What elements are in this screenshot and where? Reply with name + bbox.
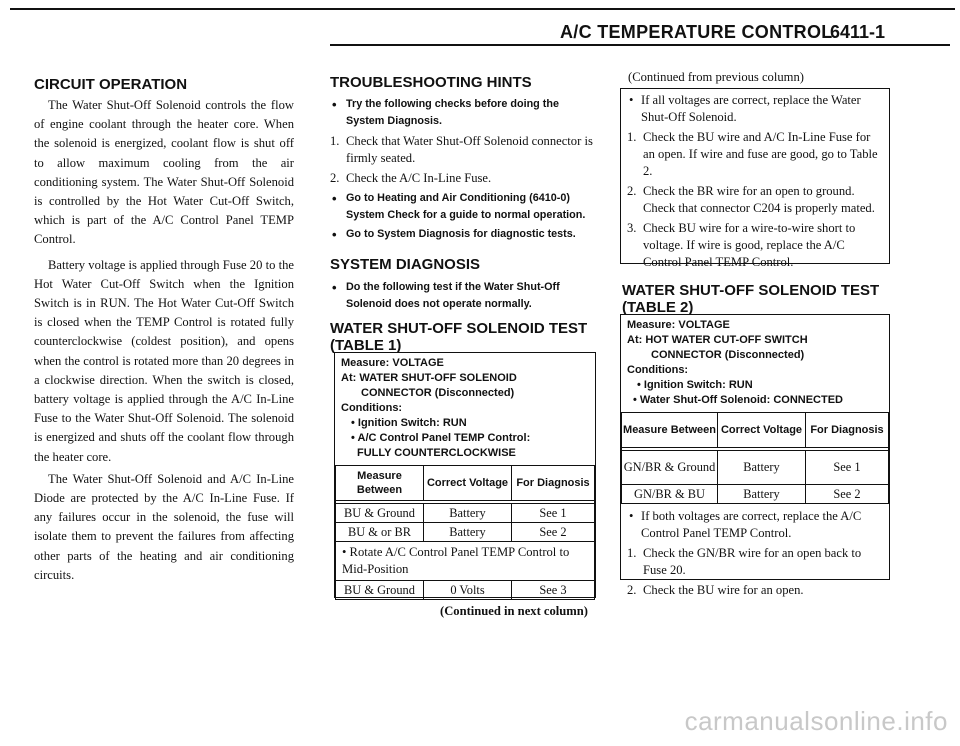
- table1-cell-voltage: Battery: [424, 523, 512, 542]
- table2-condition-solenoid: • Water Shut-Off Solenoid: CONNECTED: [633, 394, 843, 406]
- troubleshooting-step-1: 1. Check that Water Shut-Off Solenoid connector is firmly seated.: [330, 134, 593, 165]
- table-row: [336, 581, 595, 600]
- table2-cell-diag: See 1: [806, 451, 889, 485]
- table1-header-diagnosis: For Diagnosis: [512, 466, 595, 501]
- system-diagnosis-bullet: • Do the following test if the Water Shut-Off Solenoid does not operate normally.: [330, 279, 598, 313]
- system-diagnosis-section: [330, 256, 598, 315]
- table2-cell-diag: See 2: [806, 485, 889, 504]
- table2-measure: Measure: VOLTAGE: [627, 319, 730, 331]
- table1-cell-between: BU & Ground: [336, 581, 424, 600]
- table2-cell-between: GN/BR & BU: [622, 485, 718, 504]
- table2-header-diagnosis: For Diagnosis: [806, 413, 889, 448]
- table1-conditions: [335, 353, 595, 465]
- table1-conditions-label: Conditions:: [341, 402, 403, 414]
- table2-conditions-label: Conditions:: [627, 364, 689, 376]
- table1-cell-between: BU & Ground: [336, 504, 424, 523]
- troubleshooting-step-2: 2. Check the A/C In-Line Fuse.: [330, 171, 492, 185]
- table1-cell-diag: See 1: [512, 504, 595, 523]
- circuit-paragraph-3: The Water Shut-Off Solenoid and A/C In-Line Diode are protected by the A/C In-Line Fuse. If any failures occur in the solenoid, the fuse will isolate them to prevent the failures from affecting other parts of the heating and air conditioning circuits.: [34, 471, 294, 582]
- troubleshooting-bullet: • Try the following checks before doing the System Diagnosis.: [330, 96, 598, 130]
- table2-at: At: HOT WATER CUT-OFF SWITCH: [627, 334, 808, 346]
- table2-step-1: 1. Check the GN/BR wire for an open back to Fuse 20.: [627, 546, 862, 577]
- table2-header-measure: Measure Between: [622, 413, 718, 448]
- continued-bullet: • If all voltages are correct, replace the Water Shut-Off Solenoid.: [627, 92, 883, 126]
- table1-cell-voltage: 0 Volts: [424, 581, 512, 600]
- troubleshooting-heading: TROUBLESHOOTING HINTS: [330, 74, 532, 91]
- circuit-paragraph-2: Battery voltage is applied through Fuse 20 to the Hot Water Cut-Off Switch when the Ignition Switch is in RUN. The Hot Water Cut-Off Switch is closed when the TEMP Control is rotated fully counterclockwise (coldest position), and opens when the control is rotated more than 20 degrees in a clockwise direction. When the switch is closed, battery voltage is applied through the A/C In-Line Fuse to the Water Shut-Off Solenoid. The solenoid is energized and shuts off the coolant flow through the heater core.: [34, 257, 294, 464]
- table1-header-voltage: Correct Voltage: [424, 466, 512, 501]
- circuit-operation-heading: CIRCUIT OPERATION: [34, 76, 188, 93]
- table1-cell-voltage: Battery: [424, 504, 512, 523]
- table2-step-2: 2. Check the BU wire for an open.: [627, 583, 804, 597]
- table2-grid: [621, 412, 889, 504]
- table2: [620, 314, 890, 597]
- table2-header-voltage: Correct Voltage: [718, 413, 806, 448]
- table2-notes: [621, 504, 889, 599]
- table1-condition-temp-value: FULLY COUNTERCLOCKWISE: [357, 447, 516, 459]
- table2-cell-voltage: Battery: [718, 485, 806, 504]
- table1-cell-diag: See 2: [512, 523, 595, 542]
- troubleshooting-bullet-system-diagnosis: • Go to System Diagnosis for diagnostic tests.: [330, 226, 598, 243]
- table2-cell-voltage: Battery: [718, 451, 806, 485]
- table2-bullet: • If both voltages are correct, replace the A/C Control Panel TEMP Control.: [627, 508, 883, 542]
- continued-from-previous: (Continued from previous column): [628, 70, 804, 84]
- table2-heading-line1: WATER SHUT-OFF SOLENOID TEST: [622, 282, 880, 299]
- table2-condition-ignition: • Ignition Switch: RUN: [637, 379, 753, 391]
- table1-header-measure: Measure Between: [336, 466, 424, 501]
- system-diagnosis-heading: SYSTEM DIAGNOSIS: [330, 256, 481, 273]
- table1-continued: (Continued in next column): [440, 604, 588, 618]
- header-rule: [330, 44, 950, 46]
- table1-cell-between: BU & or BR: [336, 523, 424, 542]
- continued-step-2: 2. Check the BR wire for an open to ground. Check that connector C204 is properly mated.: [627, 184, 875, 215]
- continued-box: [620, 88, 890, 269]
- watermark: carmanualsonline.info: [684, 706, 948, 736]
- circuit-operation-section: [34, 76, 294, 585]
- table2-conditions: [621, 315, 889, 412]
- table2-heading-line2: (TABLE 2): [622, 299, 694, 316]
- table1-at-connector: CONNECTOR (Disconnected): [361, 387, 515, 399]
- table1-measure: Measure: VOLTAGE: [341, 357, 444, 369]
- continued-step-3: 3. Check BU wire for a wire-to-wire short to voltage. If wire is good, replace the A/C Control Panel TEMP Control.: [627, 221, 856, 269]
- table-row: [336, 523, 595, 542]
- table1-grid: [335, 465, 595, 600]
- troubleshooting-section: [330, 74, 598, 245]
- table1-heading-line2: (TABLE 1): [330, 337, 402, 354]
- table1-condition-temp: • A/C Control Panel TEMP Control:: [351, 432, 531, 444]
- table1-at: At: WATER SHUT-OFF SOLENOID: [341, 372, 517, 384]
- top-rule: [10, 8, 955, 10]
- circuit-paragraph-1: The Water Shut-Off Solenoid controls the flow of engine coolant through the heater core. When the solenoid is energized, coolant flow is shut off to allow maximum cooling from the air conditioning system. The Water Shut-Off Solenoid is controlled by the Hot Water Cut-Off Switch, which is part of the A/C Control Panel TEMP Control.: [34, 98, 294, 247]
- table1-heading-line1: WATER SHUT-OFF SOLENOID TEST: [330, 320, 588, 337]
- table1-note: • Rotate A/C Control Panel TEMP Control to Mid-Position: [336, 542, 595, 581]
- table-row: [622, 451, 889, 485]
- table1-condition-ignition: • Ignition Switch: RUN: [351, 417, 467, 429]
- table1-heading: [330, 320, 598, 354]
- page-number: 6411-1: [830, 22, 886, 42]
- table1-cell-diag: See 3: [512, 581, 595, 600]
- table2-cell-between: GN/BR & Ground: [622, 451, 718, 485]
- page-title: A/C TEMPERATURE CONTROL: [560, 22, 833, 42]
- table-row: [622, 485, 889, 504]
- table2-heading: [622, 282, 892, 316]
- table-row: [336, 504, 595, 523]
- table1: [334, 352, 596, 598]
- troubleshooting-bullet-system-check: • Go to Heating and Air Conditioning (6410-0) System Check for a guide to normal operation.: [330, 190, 598, 224]
- continued-step-1: 1. Check the BU wire and A/C In-Line Fuse for an open. If wire and fuse are good, go to Table 2.: [627, 130, 878, 178]
- table2-at-connector: CONNECTOR (Disconnected): [651, 349, 805, 361]
